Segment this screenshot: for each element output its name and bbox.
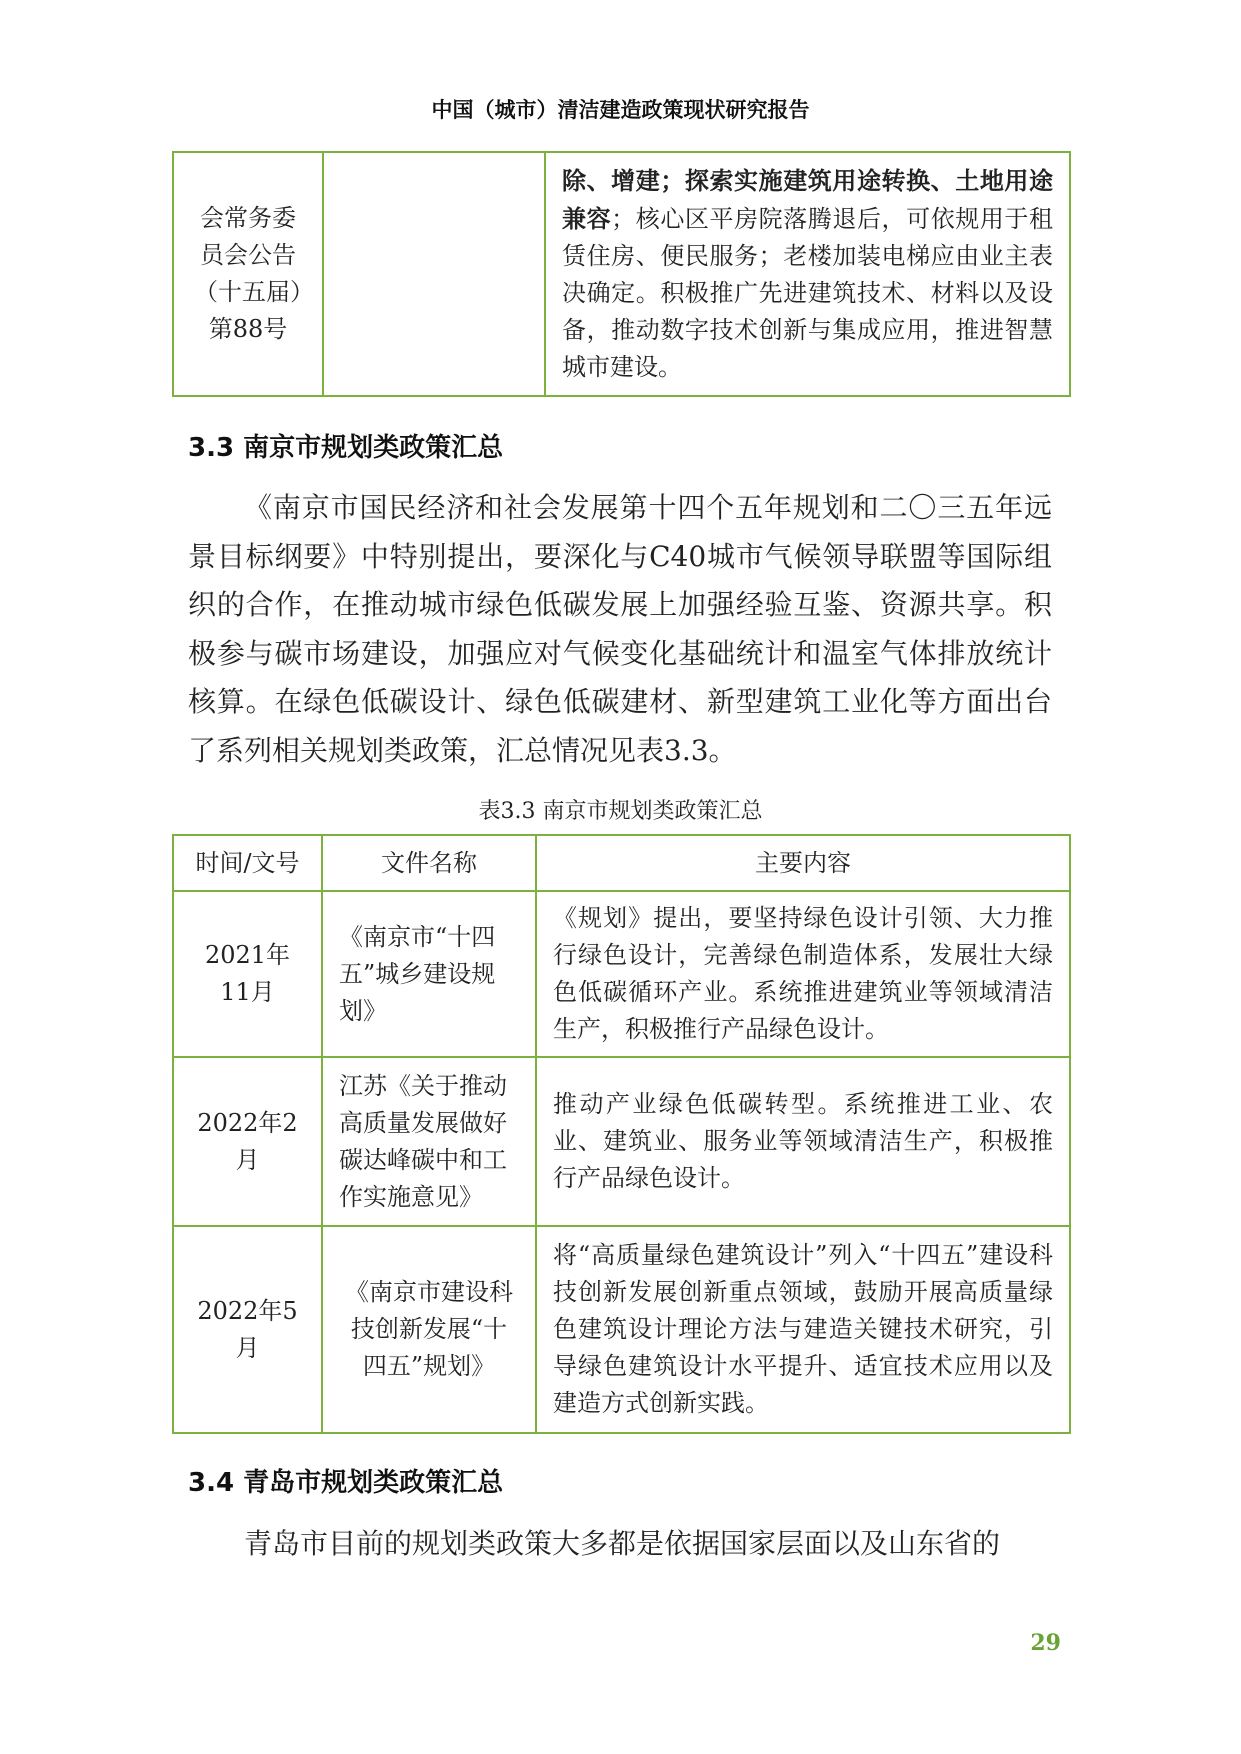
content-text: ；核心区平房院落腾退后，可依规用于租赁住房、便民服务；老楼加装电梯应由业主表决确定。积极推广先进建筑技术、材料以及设备，推动数字技术创新与集成应用，推进智慧城市建设。 — [562, 205, 1054, 381]
content-cell: 推动产业绿色低碳转型。系统推进工业、农业、建筑业、服务业等领域清洁生产，积极推行产品绿色设计。 — [536, 1057, 1070, 1226]
content-cell — [545, 152, 1070, 396]
content-emphasis: 除、增建；探索实施建筑用途转换、土地用途兼容 — [562, 166, 1053, 233]
continued-policy-table — [172, 151, 1071, 397]
section-heading-3-3: 3.3 南京市规划类政策汇总 — [188, 433, 504, 463]
section-paragraph-3-4: 青岛市目前的规划类政策大多都是依据国家层面以及山东省的 — [244, 1527, 1001, 1560]
table-row — [173, 152, 1070, 396]
section-paragraph-3-3: 《南京市国民经济和社会发展第十四个五年规划和二〇三五年远景目标纲要》中特别提出，要深化与C40城市气候领导联盟等国际组织的合作，在推动城市绿色低碳发展上加强经验互鉴、资源共享。积极参与碳市场建设，加强应对气候变化基础统计和温室气体排放统计核算。在绿色低碳设计、绿色低碳建材、新型建筑工业化等方面出台了系列相关规划类政策，汇总情况见表3.3。 — [188, 491, 1052, 767]
doc-number-cell: 会常务委员会公告（十五届）第88号 — [173, 152, 323, 396]
page-number: 29 — [1030, 1630, 1061, 1656]
file-name-cell: 《南京市建设科技创新发展“十四五”规划》 — [322, 1226, 536, 1433]
file-name-cell — [323, 152, 545, 396]
table-row — [173, 1057, 1070, 1226]
content-cell: 《规划》提出，要坚持绿色设计引领、大力推行绿色设计，完善绿色制造体系，发展壮大绿色低碳循环产业。系统推进建筑业等领域清洁生产，积极推行产品绿色设计。 — [536, 891, 1070, 1057]
time-cell: 2022年2月 — [173, 1057, 322, 1226]
running-header-title: 中国（城市）清洁建造政策现状研究报告 — [431, 98, 810, 122]
file-name-cell: 《南京市“十四五”城乡建设规划》 — [322, 891, 536, 1057]
header-time: 时间/文号 — [173, 835, 322, 891]
time-cell: 2022年5月 — [173, 1226, 322, 1433]
content-cell: 将“高质量绿色建筑设计”列入“十四五”建设科技创新发展创新重点领域，鼓励开展高质量绿色建筑设计理论方法与建造关键技术研究，引导绿色建筑设计水平提升、适宜技术应用以及建造方式创新实践。 — [536, 1226, 1070, 1433]
table-row — [173, 1226, 1070, 1433]
header-content: 主要内容 — [536, 835, 1070, 891]
time-cell: 2021年11月 — [173, 891, 322, 1057]
section-heading-3-4: 3.4 青岛市规划类政策汇总 — [188, 1468, 504, 1498]
table-caption: 表3.3 南京市规划类政策汇总 — [478, 799, 763, 824]
file-name-cell: 江苏《关于推动高质量发展做好碳达峰碳中和工作实施意见》 — [322, 1057, 536, 1226]
table-row — [173, 891, 1070, 1057]
header-file-name: 文件名称 — [322, 835, 536, 891]
policy-summary-table — [172, 834, 1071, 1434]
table-header-row — [173, 835, 1070, 891]
